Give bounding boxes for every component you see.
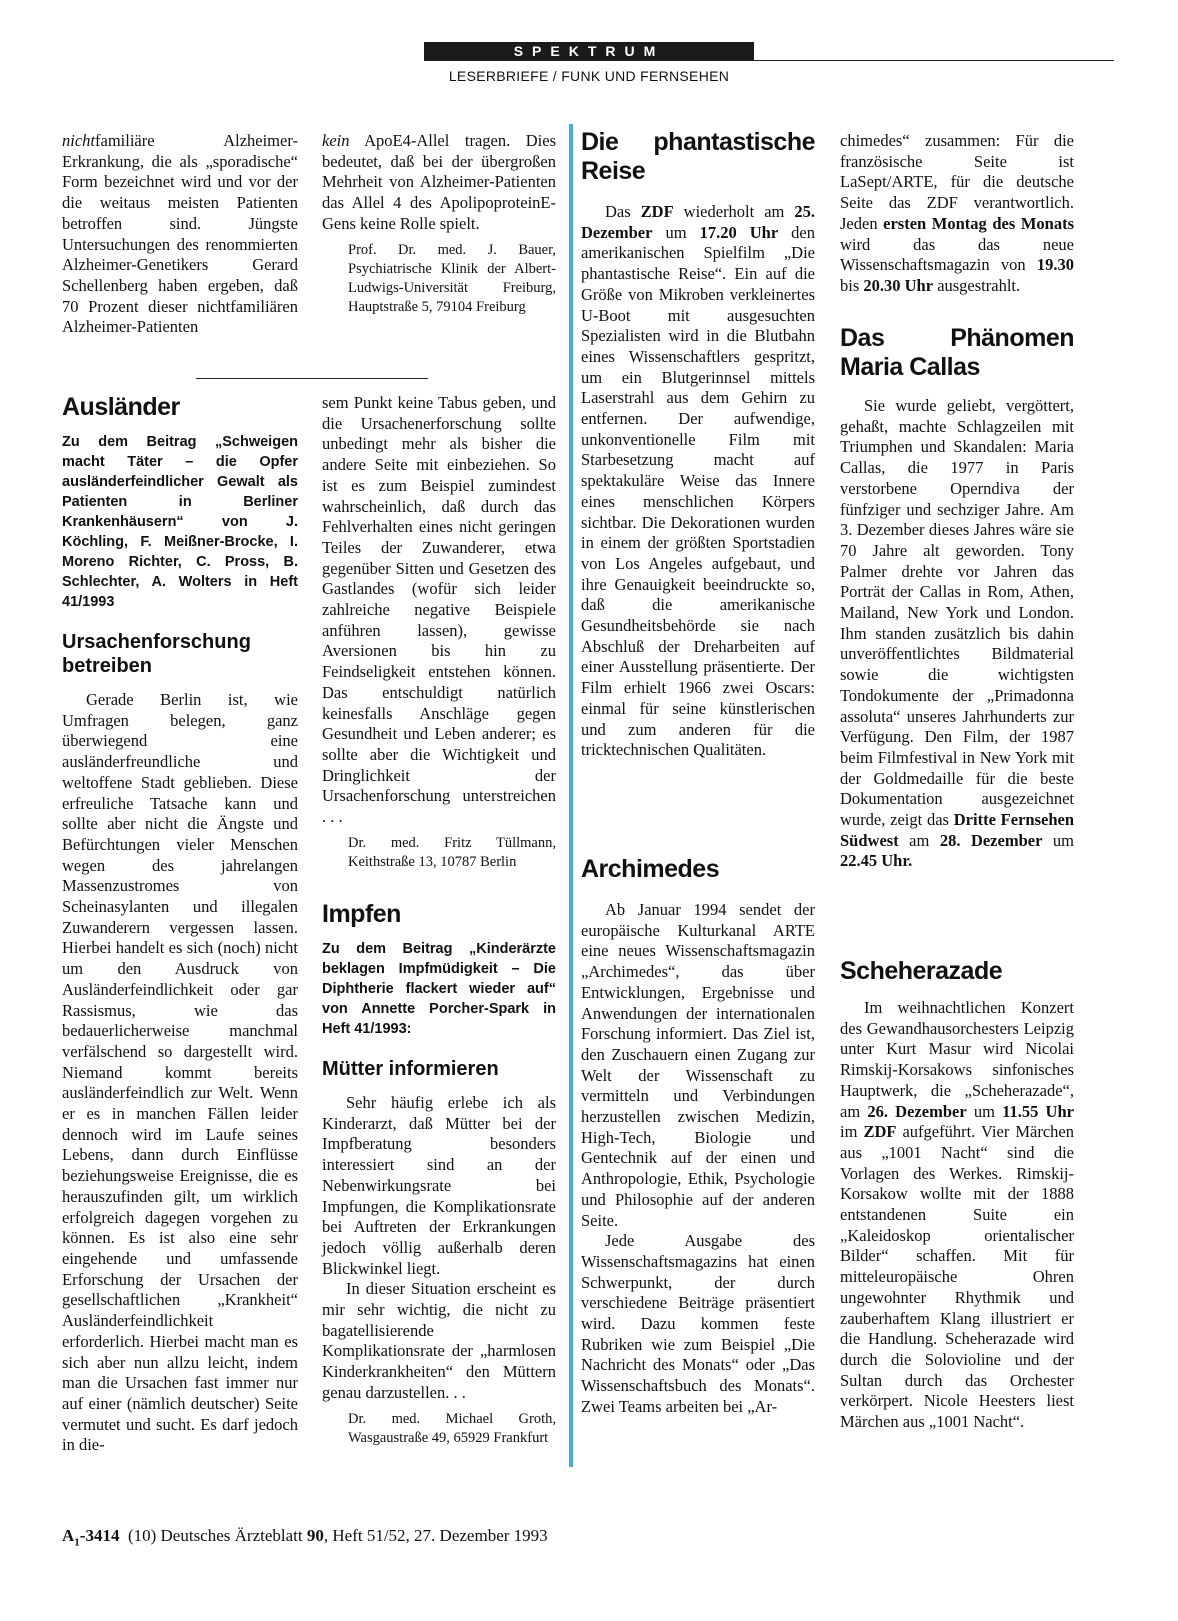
- scheherazade-body: Im weihnachtlichen Konzert des Gewandhausorchesters Leipzig unter Kurt Masur wird Nicolai Rimskij-Korsakows sinfonisches Hauptwerk, die „Scheherazade“, am 26. Dezember um 11.55 Uhr im ZDF aufgeführt. Vier Märchen aus „1001 Nacht“ sind die Vorlagen des Werkes. Rimskij-Korsakow wollte mit der 1888 entstandenen Suite ein „Kaleidoskop orientalischer Bilder“ schaffen. Mit für mitteleuropäische Ohren ungewohnter Rhythmik und zauberhaftem Klang illustriert er die Handlung. Scheherazade wird durch die Solovioline und der Sultan durch das Orchester verkörpert. Nicole Heesters liest Märchen aus „1001 Nacht“.: [840, 998, 1074, 1432]
- auslaender-body-b: sem Punkt keine Tabus geben, und die Ursachenerforschung sollte unbedingt mehr als bisher die andere Seite mit einbeziehen. So ist es zum Beispiel zumindest wahrscheinlich, daß durch das Fehlverhalten eines nicht geringen Teiles der Zuwanderer, etwa gegenüber Sitten und Gesetzen des Gastlandes (wofür sich leider zahlreiche negative Beispiele anführen lassen), gewisse Aversionen bis hin zu Feindseligkeit entstehen können. Das entschuldigt natürlich keinesfalls Anschläge gegen Gesundheit und Leben anderer; es sollte aber die Wichtigkeit und Dringlichkeit der Ursachenforschung unterstreichen . . .: [322, 393, 556, 827]
- letter-tuellmann-signature: Dr. med. Fritz Tüllmann, Keithstraße 13, 10787 Berlin: [348, 834, 556, 870]
- journal-citation: (10) Deutsches Ärzteblatt: [127, 1526, 307, 1545]
- issue-info: , Heft 51/52, 27. Dezember 1993: [323, 1526, 548, 1545]
- article-auslaender-cont: [322, 393, 556, 872]
- article-title-phantastische-reise: Die phantastische Reise: [581, 128, 815, 185]
- subtitle-muetter: Mütter informieren: [322, 1058, 499, 1080]
- phantastische-body: Das ZDF wiederholt am 25. Dezember um 17.20 Uhr den amerikanischen Spielfilm „Die phantastische Reise“. Ein auf die Größe von Mikroben verkleinertes U-Boot mit ausgesuchten Spezialisten wird in die Blutbahn eines Wissenschaftlers gespritzt, um ein Blutgerinnsel mittels Laserstrahl aus dem Gehirn zu entfernen. Der aufwendige, unkonventionelle Film mit Starbesetzung macht auf spektakuläre Weise das Innere eines menschlichen Körpers sichtbar. Die Dekorationen wurden in einem der größten Sportstadien von Los Angeles aufgebaut, und ihre Genauigkeit beeindruckte so, daß die amerikanische Gesundheitsbehörde sie nach Abschluß der Dreharbeiten auf einer Ausstellung präsentierte. Der Film erhielt 1966 zwei Oscars: einmal für seine künstlerischen und zum anderen für die tricktechnischen Qualitäten.: [581, 202, 816, 760]
- article-phantastische-reise: [581, 128, 815, 761]
- volume-number: 90: [306, 1526, 324, 1545]
- letter-bauer-signature: Prof. Dr. med. J. Bauer, Psychiatrische Klinik der Albert-Ludwigs-Universität Freiburg, Hauptstraße 5, 79104 Freiburg: [348, 241, 556, 315]
- article-title-scheherazade: Scheherazade: [840, 957, 1003, 985]
- article-impfen: [322, 900, 556, 1448]
- column-divider-blue: [569, 124, 573, 1467]
- auslaender-body-a: Gerade Berlin ist, wie Umfragen belegen, ganz überwiegend eine ausländerfreundliche und weltoffene Stadt geblieben. Diese erfreuliche Tatsache kann und sollte aber nicht die Ängste und Befürchtungen vieler Menschen wegen des jahrelangen Massenzustromes von Scheinasylanten und illegalen Zuwanderern vergessen lassen. Hierbei handelt es sich (noch) nicht um den Ausdruck von Ausländerfeindlichkeit oder gar Rassismus, wie das bedauerlicherweise manchmal verfälschend so dargestellt wird. Niemand kommt bereits ausländerfeindlich zur Welt. Wenn er es in manchen Fällen leider dennoch wird im Laufe seines Lebens, dann durch Einflüsse beziehungsweise Ereignisse, die es herauszufinden gilt, um wirklich erfolgreich dagegen vorgehen zu können. Es ist also eine sehr eingehende und umfassende Erforschung der Ursachen der gesellschaftlichen „Krankheit“ Ausländerfeindlichkeit erforderlich. Hierbei macht man es sich aber nun allzu leicht, indem man die Ursachen fast immer nur auf einer (nämlich deutscher) Seite vermutet und sucht. Es darf jedoch in die-: [62, 690, 298, 1455]
- impfen-paragraph-1: Sehr häufig erlebe ich als Kinderarzt, daß Mütter bei der Impfberatung besonders interessiert sind an der Nebenwirkungsrate bei Impfungen, die Komplikationsrate bei Auftreten der Erkrankungen jedoch völlig außerhalb deren Blickwinkel liegt.: [322, 1093, 556, 1278]
- archimedes-paragraph-2: Jede Ausgabe des Wissenschaftsmagazins hat einen Schwerpunkt, der durch verschiedene Beiträge präsentiert wird. Dazu kommen feste Rubriken wie zum Beispiel „Die Nachricht des Monats“ oder „Das Wissenschaftsbuch des Monats“. Zwei Teams arbeiten bei „Ar-: [581, 1231, 815, 1416]
- impfen-paragraph-2: In dieser Situation erscheint es mir sehr wichtig, die nicht zu bagatellisierende Komplikationsrate der „harmlosen Kinderkrankheiten“ den Müttern genau darzustellen. . .: [322, 1279, 556, 1402]
- section-subtitle: LESERBRIEFE / FUNK UND FERNSEHEN: [448, 68, 730, 84]
- letter-groth-signature: Dr. med. Michael Groth, Wasgaustraße 49, 65929 Frankfurt: [348, 1410, 556, 1446]
- letter-bauer-text-2: ApoE4-Allel tragen. Dies bedeutet, daß bei der übergroßen Mehrheit von Alzheimer-Patienten das Allel 4 des ApolipoproteinE-Gens keine Rolle spielt.: [322, 131, 556, 233]
- letter-bauer-text: familiäre Alzheimer-Erkrankung, die als „sporadische“ Form bezeichnet wird und vor der die weitaus meisten Patienten betroffen sind. Jüngste Untersuchungen des renommierten Alzheimer-Genetikers Gerard Schellenberg haben ergeben, daß 70 Prozent dieser nichtfamiliären Alzheimer-Patienten: [62, 131, 298, 337]
- article-title-impfen: Impfen: [322, 900, 401, 928]
- page-footer: [62, 1526, 548, 1548]
- article-title-callas: Das Phänomen Maria Callas: [840, 324, 1074, 381]
- article-auslaender: [62, 393, 298, 1456]
- reference-note-auslaender: Zu dem Beitrag „Schweigen macht Täter – die Opfer ausländerfeindlicher Gewalt als Patienten in Berliner Krankenhäusern“ von J. Köchling, F. Meißner-Brocke, I. Moreno Richter, C. Pross, B. Schlechter, A. Wolters in Heft 41/1993: [62, 434, 298, 610]
- reference-note-impfen: Zu dem Beitrag „Kinderärzte beklagen Impfmüdigkeit – Die Diphtherie flackert wieder auf“ von Annette Porcher-Spark in Heft 41/1993:: [322, 941, 556, 1037]
- letter-bauer-part2: [322, 131, 556, 317]
- article-scheherazade: [840, 957, 1074, 1433]
- article-title-auslaender: Ausländer: [62, 393, 180, 421]
- article-archimedes-cont: [840, 131, 1074, 297]
- article-callas: [840, 324, 1074, 872]
- letter-bauer-paragraph: [62, 131, 298, 338]
- emphasis-text: nicht: [62, 131, 95, 150]
- section-header-bar: [424, 42, 754, 60]
- letter-bauer-part1: [62, 131, 298, 338]
- archimedes-paragraph-1: Ab Januar 1994 sendet der europäische Kulturkanal ARTE eine neues Wissenschaftsmagazin „Archimedes“, das über Entwicklungen, Ergebnisse und Anwendungen der internationalen Forschung informiert. Das Ziel ist, den Zuschauern einen Zugang zur Welt der Wissenschaft zu vermitteln und Verbindungen herzustellen zwischen Medizin, High-Tech, Biologie und Gentechnik auf der einen und Anthropologie, Ethik, Psychologie und Philosophie auf der anderen Seite.: [581, 900, 815, 1230]
- article-separator-rule: [196, 378, 428, 379]
- emphasis-text: kein: [322, 131, 350, 150]
- article-archimedes: [581, 855, 815, 1418]
- article-title-archimedes: Archimedes: [581, 855, 720, 883]
- subtitle-ursachenforschung: Ursachenforschung betreiben: [62, 631, 251, 677]
- section-title: SPEKTRUM: [513, 43, 665, 59]
- archimedes-paragraph-3: chimedes“ zusammen: Für die französische Seite ist LaSept/ARTE, für die deutsche Seite das ZDF verantwortlich. Jeden ersten Montag des Monats wird das das neue Wissenschaftsmagazin von 19.30 bis 20.30 Uhr ausgestrahlt.: [840, 131, 1074, 295]
- page-number: $A_1-3414$: [62, 1526, 120, 1549]
- letter-bauer-paragraph-2: [322, 131, 556, 235]
- callas-body: Sie wurde geliebt, vergöttert, gehaßt, machte Schlagzeilen mit Triumphen und Skandalen: Maria Callas, die 1977 in Paris verstorbene Operndiva der fünfziger und sechziger Jahre. Am 3. Dezember dieses Jahres wäre sie 70 Jahre alt geworden. Tony Palmer drehte vor Jahren das Porträt der Callas in Rom, Athen, Mailand, New York und London. Ihm standen zusätzlich bis dahin unveröffentlichtes Bildmaterial sowie die wichtigsten Tondokumente der „Primadonna assoluta“ unseres Jahrhunderts zur Verfügung. Den Film, der 1987 beim Filmfestival in New York mit der Goldmedaille für die beste Dokumentation ausgezeichnet wurde, zeigt das Dritte Fernsehen Südwest am 28. Dezember um 22.45 Uhr.: [840, 396, 1075, 871]
- header-rule: [424, 60, 1114, 61]
